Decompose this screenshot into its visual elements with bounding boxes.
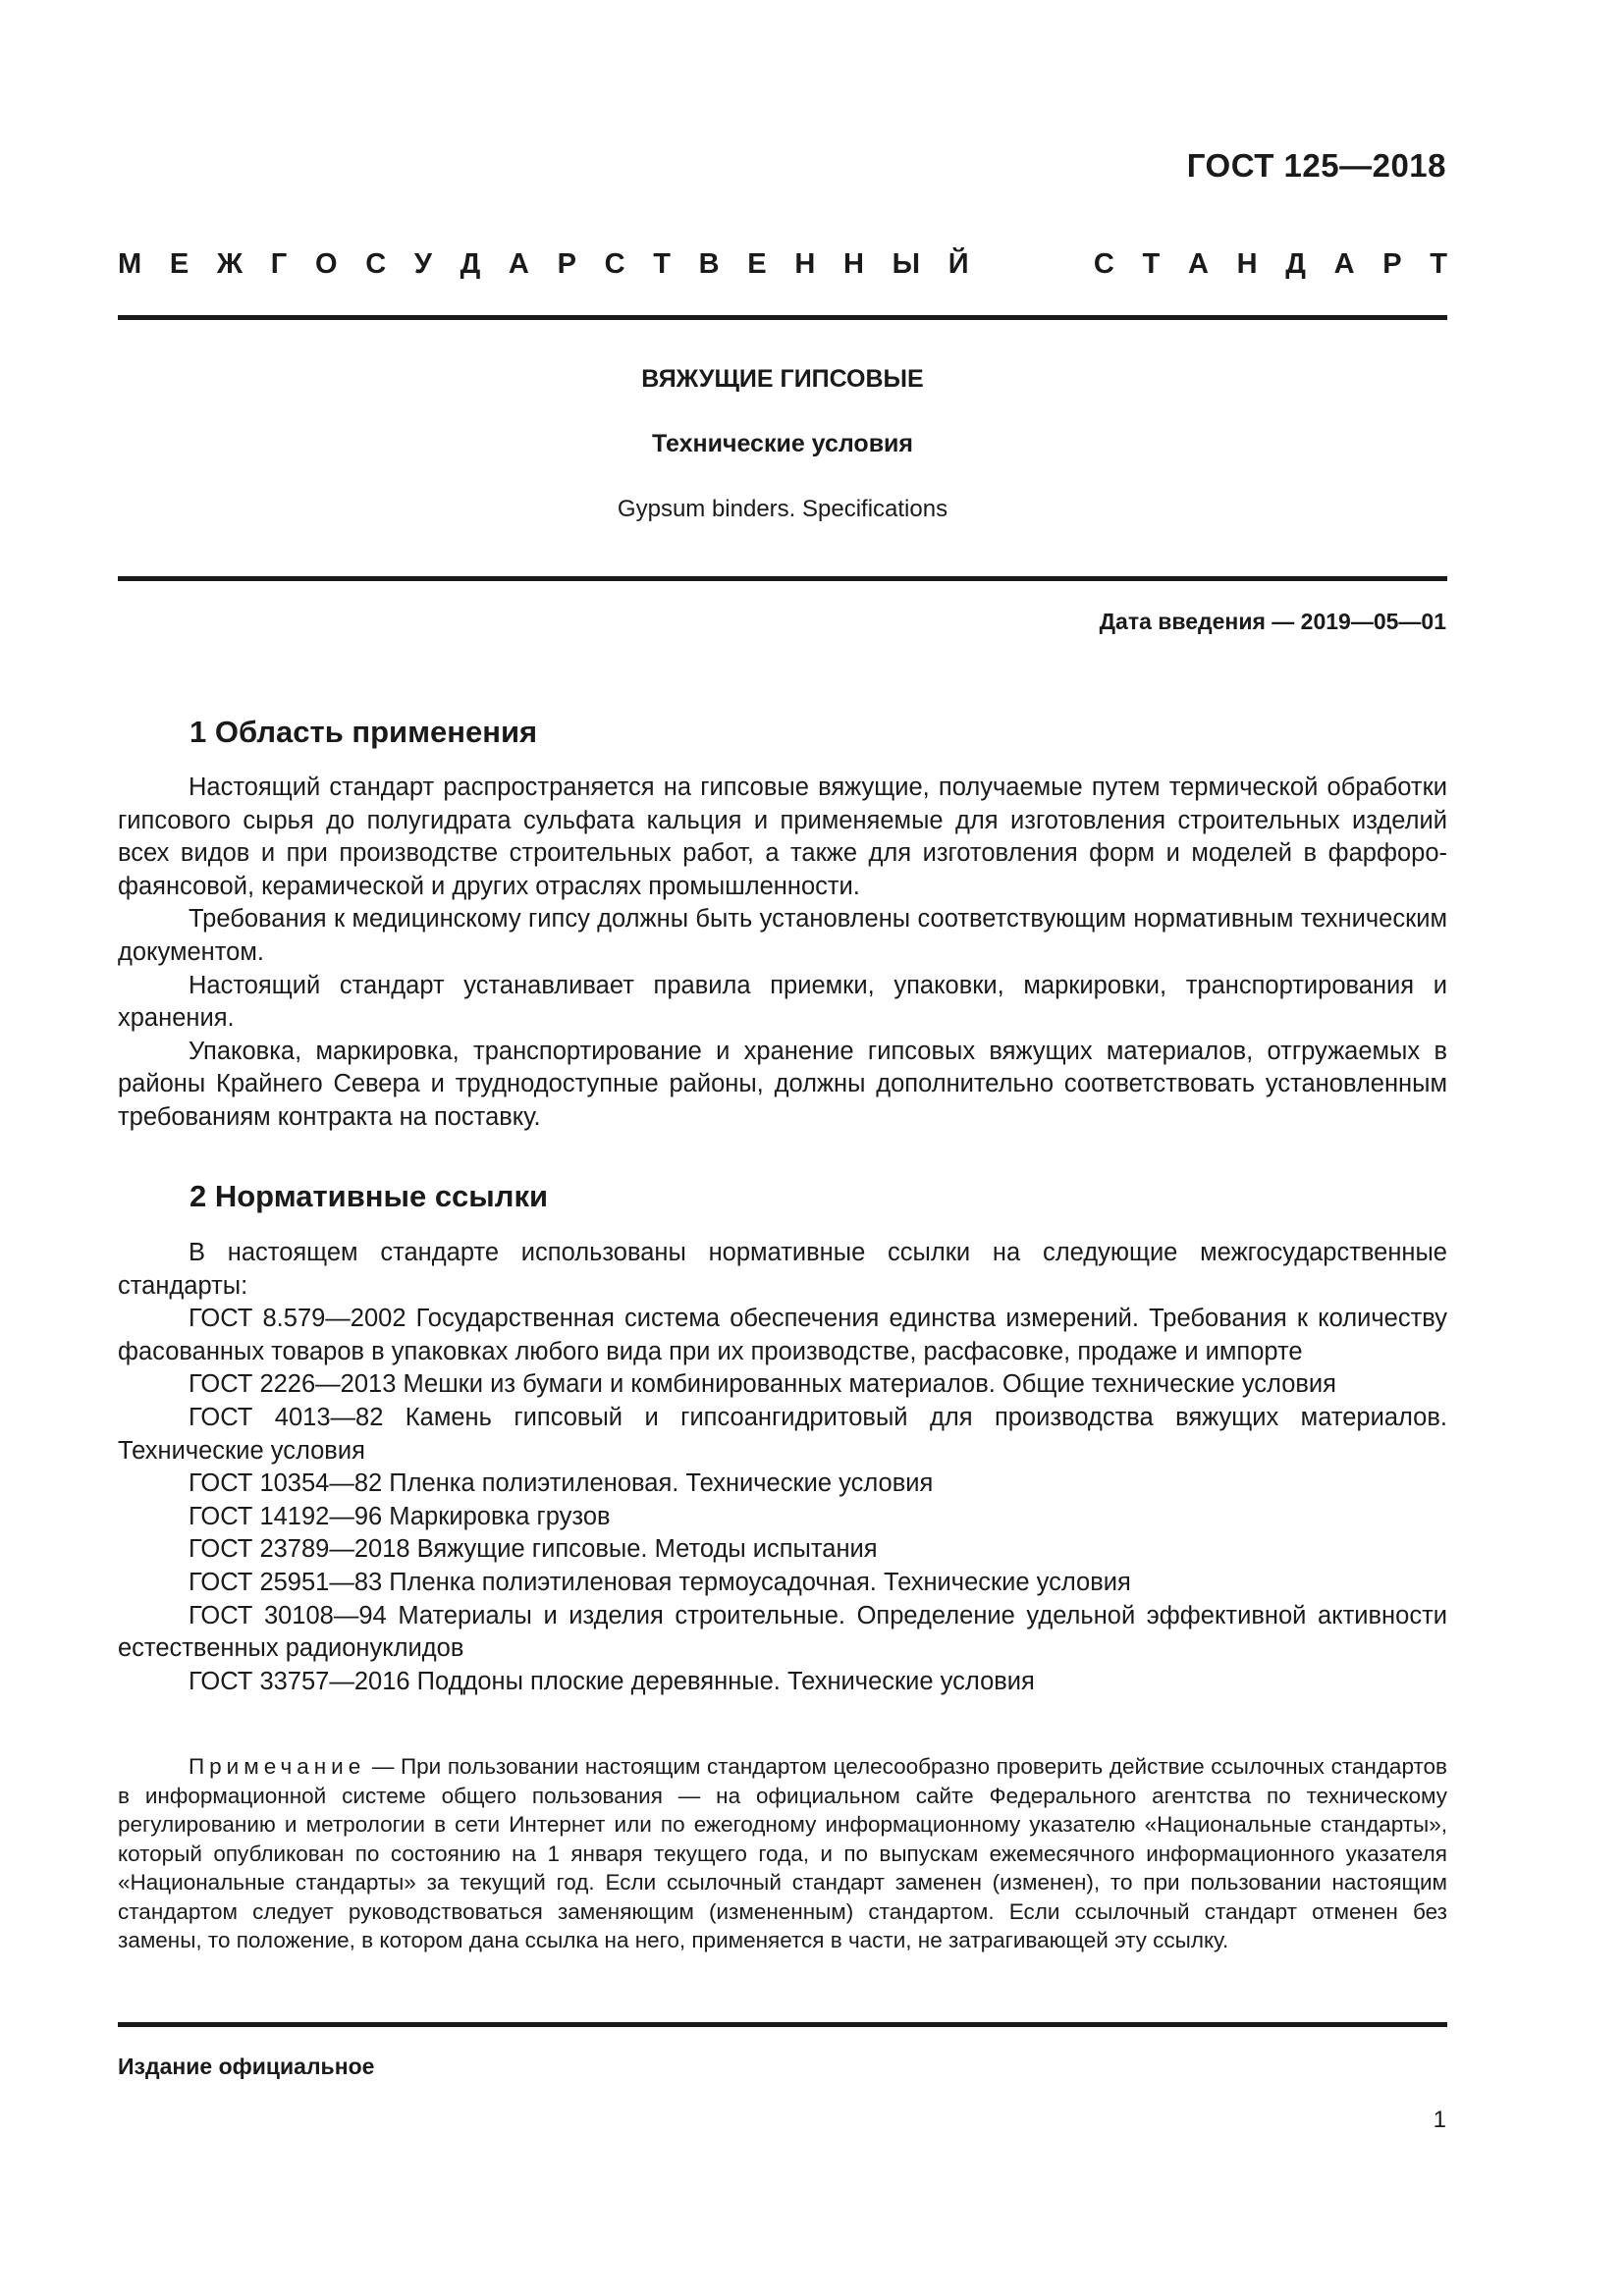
banner-letter: С — [604, 248, 625, 280]
note — [118, 1752, 1447, 1955]
banner-letter: У — [413, 248, 432, 280]
paragraph: Настоящий стандарт устанавливает правила приемки, упаковки, маркировки, транспортирования и хранения. — [118, 971, 1447, 1033]
document-title: ВЯЖУЩИЕ ГИПСОВЫЕ — [641, 365, 924, 393]
document-subtitle: Технические условия — [651, 430, 914, 457]
reference-item: ГОСТ 2226—2013 Мешки из бумаги и комбинированных материалов. Общие технические условия — [189, 1370, 1336, 1399]
banner-letter: Е — [169, 248, 189, 280]
reference-item: ГОСТ 10354—82 Пленка полиэтиленовая. Технические условия — [189, 1469, 934, 1498]
banner-letter: Р — [557, 248, 576, 280]
reference-item: ГОСТ 8.579—2002 Государственная система обеспечения единства измерений. Требования к количеству фасованных товаров в упаковках любого вида при их производстве, расфасовке, продаже и импорте — [118, 1305, 1447, 1365]
banner-letter: С — [1093, 248, 1114, 280]
banner-letter: Й — [947, 248, 969, 280]
introduction-date: Дата введения — 2019—05—01 — [1099, 609, 1446, 634]
paragraph: Упаковка, маркировка, транспортирование и хранение гипсовых вяжущих материалов, отгружаемых в районы Крайнего Севера и труднодоступные районы, должны дополнительно соответствовать установленным требованиям контракта на поставку. — [118, 1037, 1447, 1131]
banner-letter: Т — [1142, 248, 1161, 280]
banner-letter: О — [314, 248, 338, 280]
official-edition-label: Издание официальное — [118, 2054, 375, 2079]
note-label: Примечание — [189, 1754, 366, 1779]
reference-item: ГОСТ 33757—2016 Поддоны плоские деревянные. Технические условия — [189, 1667, 1035, 1695]
section-2-heading: 2 Нормативные ссылки — [189, 1179, 549, 1213]
page-number: 1 — [1433, 2107, 1446, 2133]
banner-letter: Е — [747, 248, 767, 280]
banner-letter: Р — [1382, 248, 1402, 280]
paragraph: Настоящий стандарт распространяется на гипсовые вяжущие, получаемые путем термической обработки гипсового сырья до полугидрата сульфата кальция и применяемые для изготовления строительных изделий всех видов и при производстве строительных работ, а также для изготовления форм и моделей в фарфоро-фаянсовой, керамической и других отраслях промышленности. — [118, 774, 1447, 900]
reference-item: ГОСТ 30108—94 Материалы и изделия строительные. Определение удельной эффективной активности естественных радионуклидов — [118, 1601, 1447, 1663]
reference-item: ГОСТ 4013—82 Камень гипсовый и гипсоангидритовый для производства вяжущих материалов. Технические условия — [118, 1403, 1447, 1465]
title-rule — [118, 576, 1447, 581]
banner-letter: Т — [1430, 248, 1447, 280]
banner-letter: Ы — [892, 248, 920, 280]
section-1-body — [118, 772, 1447, 1135]
banner-letter: Н — [1236, 248, 1258, 280]
banner-letter: Д — [460, 248, 481, 280]
banner-letter: А — [1333, 248, 1355, 280]
banner-letter: С — [365, 248, 387, 280]
banner-letter: Д — [1285, 248, 1306, 280]
paragraph: Требования к медицинскому гипсу должны быть установлены соответствующим нормативным техническим документом. — [118, 905, 1447, 966]
references-intro: В настоящем стандарте использованы нормативные ссылки на следующие межгосударственные стандарты: — [118, 1239, 1447, 1300]
note-text: — При пользовании настоящим стандартом целесообразно проверить действие ссылочных стандартов в информационной системе общего пользования — на официальном сайте Федерального агентства по техническому регулированию и метрологии в сети Интернет или по ежегодному информационному указателю «Национальные стандарты», который опубликован по состоянию на 1 января текущего года, и по выпускам ежемесячного информационного указателя «Национальные стандарты» за текущий год. Если ссылочный стандарт заменен (изменен), то при пользовании настоящим стандартом следует руководствоваться заменяющим (измененным) стандартом. Если ссылочный стандарт отменен без замены, то положение, в котором дана ссылка на него, применяется в части, не затрагивающей эту ссылку. — [118, 1754, 1447, 1952]
banner-letter: Н — [794, 248, 816, 280]
document-number: ГОСТ 125—2018 — [1186, 147, 1446, 184]
banner-letter: Н — [842, 248, 864, 280]
header-rule — [118, 315, 1447, 320]
banner-letter: Ж — [216, 248, 244, 280]
banner-letter: Г — [270, 248, 288, 280]
banner-letter: Т — [653, 248, 671, 280]
section-1-heading: 1 Область применения — [189, 715, 538, 749]
normative-references — [118, 1237, 1447, 1698]
banner-letter: М — [118, 248, 142, 280]
banner-letter: А — [508, 248, 529, 280]
banner-letter: А — [1187, 248, 1209, 280]
footer-rule — [118, 2022, 1447, 2027]
reference-item: ГОСТ 25951—83 Пленка полиэтиленовая термоусадочная. Технические условия — [189, 1568, 1131, 1596]
reference-item: ГОСТ 14192—96 Маркировка грузов — [189, 1502, 611, 1530]
reference-item: ГОСТ 23789—2018 Вяжущие гипсовые. Методы испытания — [189, 1535, 878, 1564]
banner-letter: В — [698, 248, 720, 280]
english-title: Gypsum binders. Specifications — [617, 496, 948, 522]
standard-banner — [118, 248, 1447, 281]
